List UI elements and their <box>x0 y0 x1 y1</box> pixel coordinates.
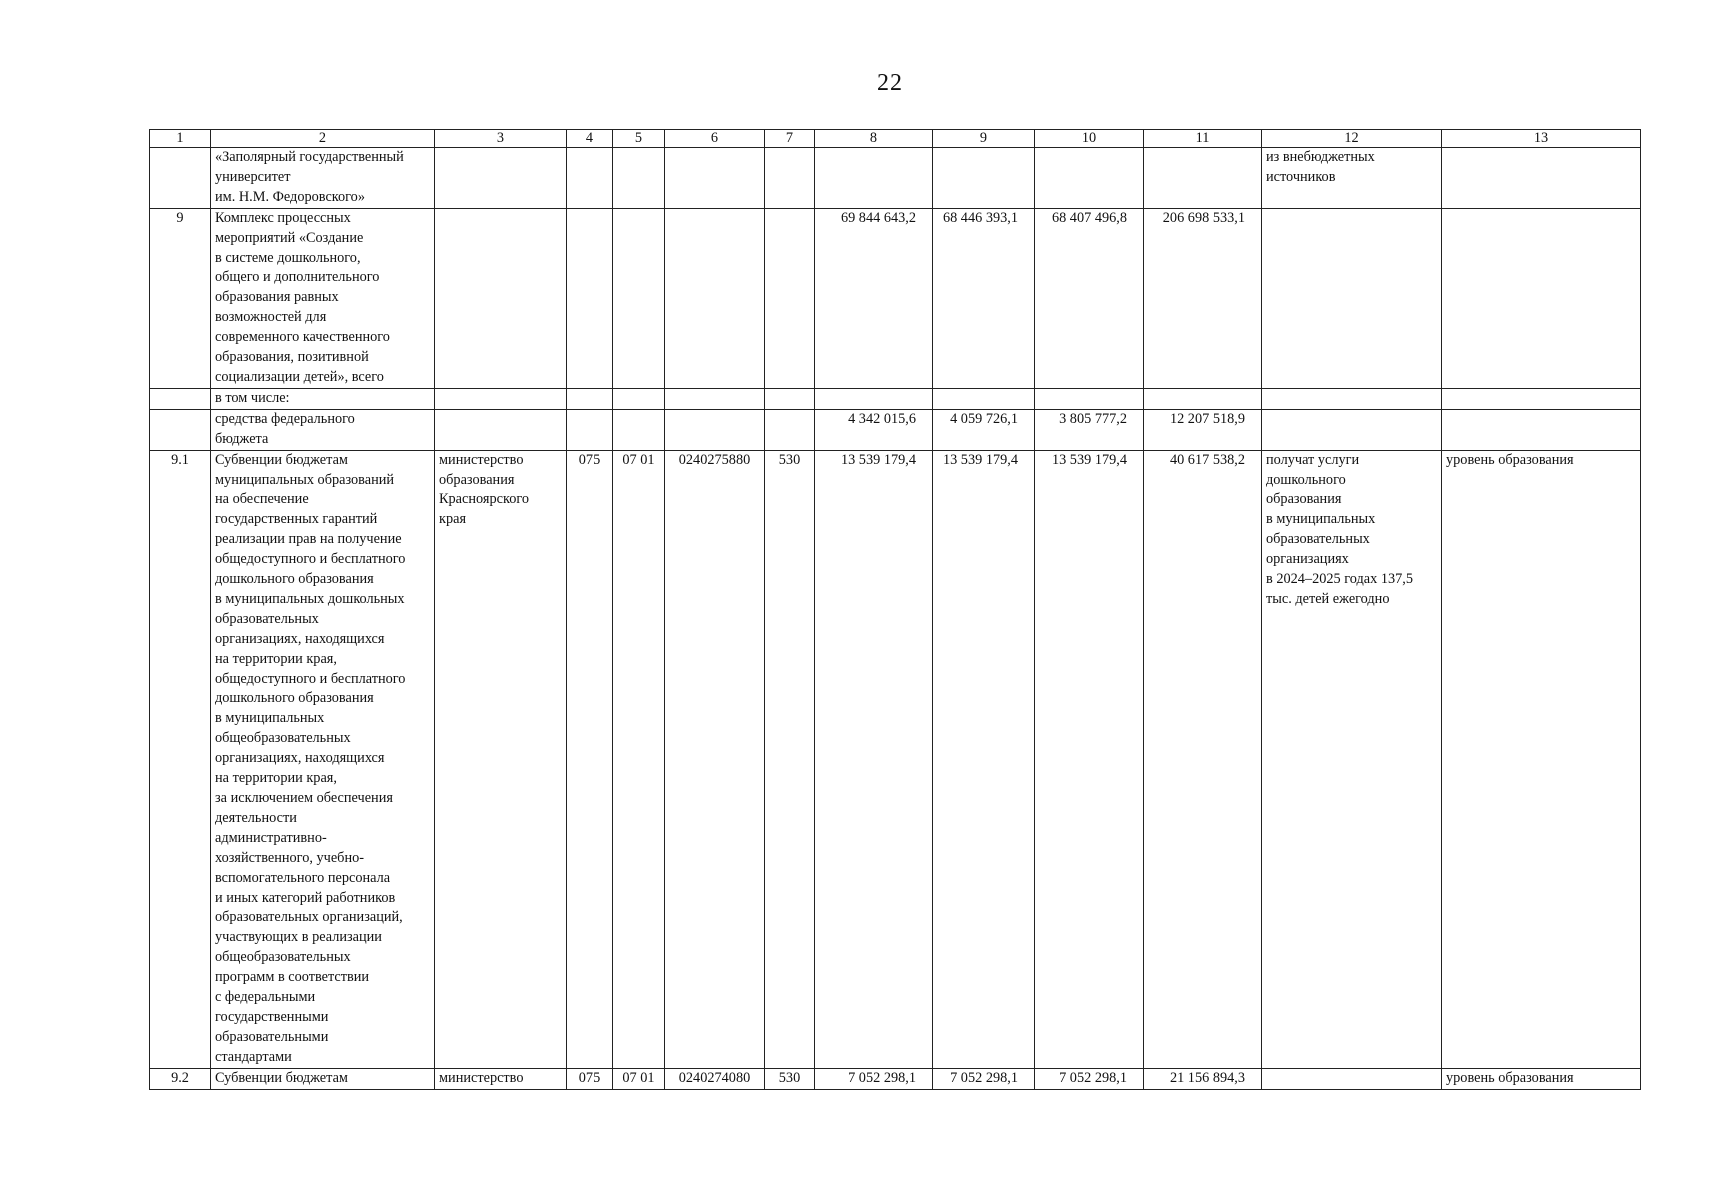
expected-result <box>1262 409 1442 450</box>
header-cell: 10 <box>1035 130 1144 148</box>
expected-result <box>1262 388 1442 409</box>
table-row <box>150 208 1641 388</box>
amount-year-3 <box>1035 388 1144 409</box>
code-vr <box>765 409 815 450</box>
amount-year-2 <box>933 388 1035 409</box>
item-name: Субвенции бюджетам муниципальных образований на обеспечение государственных гарантий реализации прав на получение общедоступного и бесплатного дошкольного образования в муниципальных дошкольных образовательных организациях, находящихся на территории края, общедоступного и бесплатного дошкольного образования в муниципальных общеобразовательных организациях, находящихся на территории края, за исключением обеспечения деятельности административно- хозяйственного, учебно- вспомогательного персонала и иных категорий работников образовательных организаций, участвующих в реализации общеобразовательных программ в соответствии с федеральными государственными образовательными стандартами <box>211 450 435 1068</box>
executor: министерство образования Красноярского края <box>435 450 567 1068</box>
code-vr <box>765 208 815 388</box>
executor <box>435 208 567 388</box>
header-cell: 6 <box>665 130 765 148</box>
target-indicator <box>1442 208 1641 388</box>
table-row <box>150 148 1641 209</box>
code-vr: 530 <box>765 1068 815 1089</box>
header-cell: 8 <box>815 130 933 148</box>
table-row <box>150 450 1641 1068</box>
expected-result <box>1262 208 1442 388</box>
row-number <box>150 148 211 209</box>
code-csr: 0240274080 <box>665 1068 765 1089</box>
amount-total: 40 617 538,2 <box>1144 450 1262 1068</box>
header-cell: 3 <box>435 130 567 148</box>
target-indicator: уровень образования <box>1442 450 1641 1068</box>
code-grbs: 075 <box>567 1068 613 1089</box>
code-grbs: 075 <box>567 450 613 1068</box>
item-name: в том числе: <box>211 388 435 409</box>
amount-year-1: 7 052 298,1 <box>815 1068 933 1089</box>
amount-year-1: 69 844 643,2 <box>815 208 933 388</box>
amount-total: 206 698 533,1 <box>1144 208 1262 388</box>
header-cell: 4 <box>567 130 613 148</box>
expected-result: из внебюджетных источников <box>1262 148 1442 209</box>
code-csr: 0240275880 <box>665 450 765 1068</box>
code-csr <box>665 409 765 450</box>
code-csr <box>665 388 765 409</box>
expected-result: получат услуги дошкольного образования в муниципальных образовательных организациях в 2024–2025 годах 137,5 тыс. детей ежегодно <box>1262 450 1442 1068</box>
code-vr: 530 <box>765 450 815 1068</box>
expected-result <box>1262 1068 1442 1089</box>
code-grbs <box>567 388 613 409</box>
executor: министерство <box>435 1068 567 1089</box>
item-name: Субвенции бюджетам <box>211 1068 435 1089</box>
amount-year-2: 7 052 298,1 <box>933 1068 1035 1089</box>
header-cell: 9 <box>933 130 1035 148</box>
executor <box>435 148 567 209</box>
code-rzpr: 07 01 <box>613 450 665 1068</box>
row-number: 9 <box>150 208 211 388</box>
amount-year-3: 13 539 179,4 <box>1035 450 1144 1068</box>
executor <box>435 409 567 450</box>
header-row <box>150 130 1641 148</box>
target-indicator <box>1442 409 1641 450</box>
code-rzpr <box>613 409 665 450</box>
amount-year-1: 13 539 179,4 <box>815 450 933 1068</box>
amount-year-2: 4 059 726,1 <box>933 409 1035 450</box>
code-grbs <box>567 208 613 388</box>
code-csr <box>665 208 765 388</box>
executor <box>435 388 567 409</box>
amount-total <box>1144 148 1262 209</box>
amount-year-3: 7 052 298,1 <box>1035 1068 1144 1089</box>
amount-year-2: 68 446 393,1 <box>933 208 1035 388</box>
row-number <box>150 388 211 409</box>
code-grbs <box>567 409 613 450</box>
amount-total: 12 207 518,9 <box>1144 409 1262 450</box>
code-grbs <box>567 148 613 209</box>
header-cell: 12 <box>1262 130 1442 148</box>
code-csr <box>665 148 765 209</box>
amount-year-1 <box>815 148 933 209</box>
item-name: Комплекс процессных мероприятий «Создание в системе дошкольного, общего и дополнительного образования равных возможностей для современного качественного образования, позитивной социализации детей», всего <box>211 208 435 388</box>
amount-year-3: 3 805 777,2 <box>1035 409 1144 450</box>
item-name: «Заполярный государственный университет им. Н.М. Федоровского» <box>211 148 435 209</box>
amount-year-2 <box>933 148 1035 209</box>
header-cell: 13 <box>1442 130 1641 148</box>
budget-table <box>149 129 1641 1090</box>
header-cell: 1 <box>150 130 211 148</box>
code-rzpr <box>613 388 665 409</box>
table-row <box>150 388 1641 409</box>
header-cell: 2 <box>211 130 435 148</box>
code-vr <box>765 148 815 209</box>
code-rzpr: 07 01 <box>613 1068 665 1089</box>
amount-year-3 <box>1035 148 1144 209</box>
code-rzpr <box>613 208 665 388</box>
target-indicator <box>1442 388 1641 409</box>
table-row <box>150 1068 1641 1089</box>
page-number: 22 <box>877 70 903 96</box>
row-number: 9.2 <box>150 1068 211 1089</box>
header-cell: 5 <box>613 130 665 148</box>
target-indicator: уровень образования <box>1442 1068 1641 1089</box>
header-cell: 11 <box>1144 130 1262 148</box>
amount-total <box>1144 388 1262 409</box>
amount-year-2: 13 539 179,4 <box>933 450 1035 1068</box>
row-number: 9.1 <box>150 450 211 1068</box>
code-rzpr <box>613 148 665 209</box>
header-cell: 7 <box>765 130 815 148</box>
code-vr <box>765 388 815 409</box>
table-row <box>150 409 1641 450</box>
item-name: средства федерального бюджета <box>211 409 435 450</box>
target-indicator <box>1442 148 1641 209</box>
amount-total: 21 156 894,3 <box>1144 1068 1262 1089</box>
amount-year-3: 68 407 496,8 <box>1035 208 1144 388</box>
amount-year-1: 4 342 015,6 <box>815 409 933 450</box>
row-number <box>150 409 211 450</box>
amount-year-1 <box>815 388 933 409</box>
